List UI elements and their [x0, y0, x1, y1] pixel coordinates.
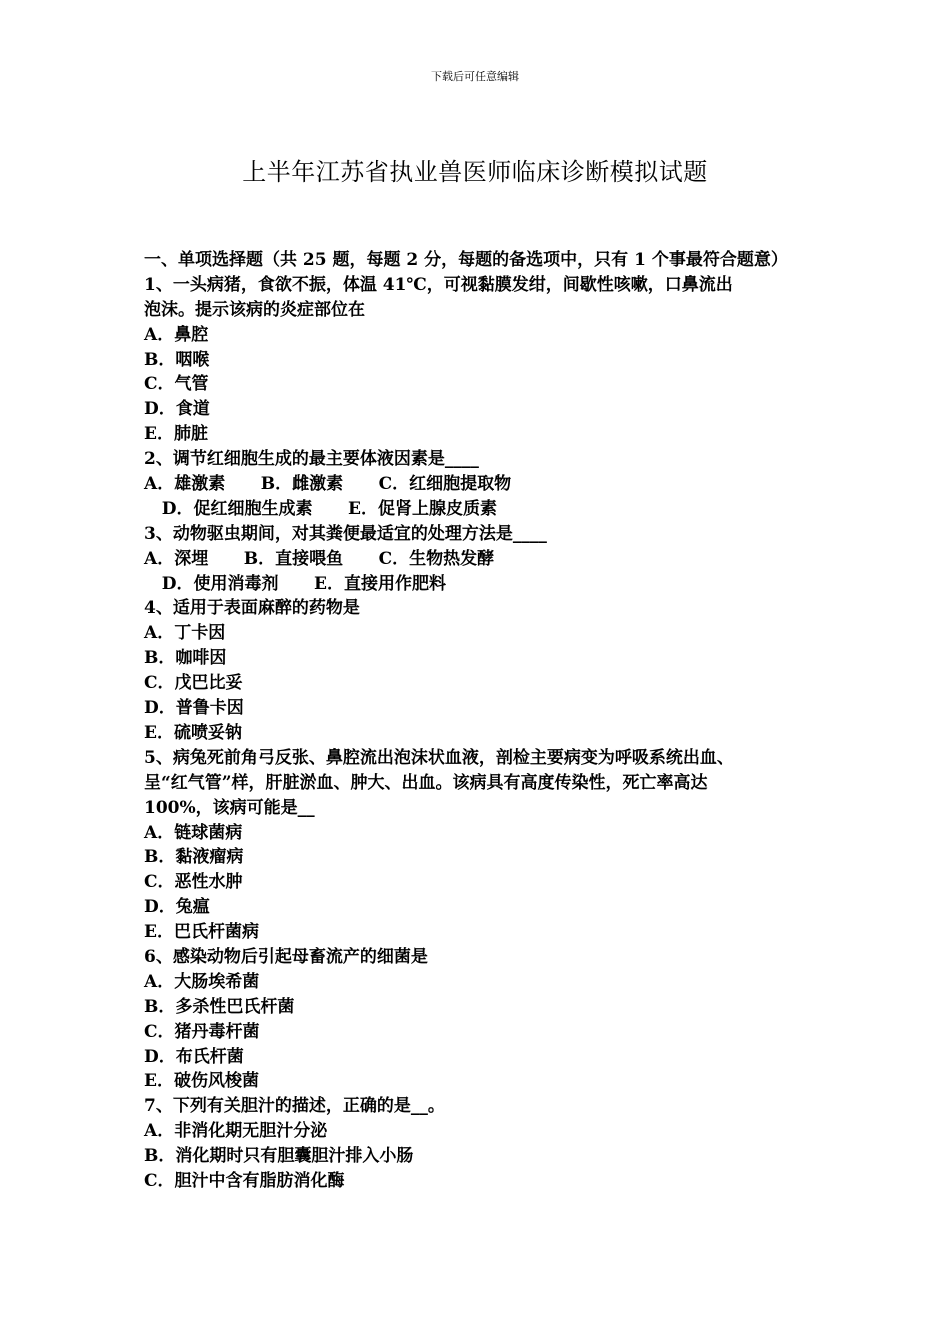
text-line: E．巴氏杆菌病	[144, 922, 259, 943]
text-line: 2、调节红细胞生成的最主要体液因素是____	[144, 449, 479, 470]
text-line: A．丁卡因	[144, 623, 226, 644]
text-line: 6、感染动物后引起母畜流产的细菌是	[144, 946, 428, 967]
text-line: B．咽喉	[144, 349, 210, 370]
document-title: 上半年江苏省执业兽医师临床诊断模拟试题	[242, 158, 708, 186]
text-line: A．链球菌病	[144, 822, 243, 843]
text-line: A．非消化期无胆汁分泌	[144, 1121, 328, 1142]
text-line: E．肺脏	[144, 424, 208, 445]
text-line: 呈“红气管”样，肝脏淤血、肿大、出血。该病具有高度传染性，死亡率高达	[144, 772, 708, 793]
text-line: 3、动物驱虫期间，对其粪便最适宜的处理方法是____	[144, 523, 547, 544]
text-line: E．硫喷妥钠	[144, 722, 242, 743]
text-line: C．胆汁中含有脂肪消化酶	[144, 1170, 345, 1191]
text-line: A．大肠埃希菌	[144, 971, 260, 992]
text-line: 100%，该病可能是__	[144, 797, 315, 818]
text-line: 4、适用于表面麻醉的药物是	[144, 598, 360, 619]
text-line: D．兔瘟	[144, 897, 210, 918]
text-line: C．猪丹毒杆菌	[144, 1021, 260, 1042]
text-line: D．促红细胞生成素 E．促肾上腺皮质素	[144, 498, 497, 519]
text-line: A．深埋 B．直接喂鱼 C．生物热发酵	[144, 548, 495, 569]
text-line: 7、下列有关胆汁的描述，正确的是__。	[144, 1096, 445, 1117]
section-heading: 一、单项选择题（共 25 题，每题 2 分，每题的备选项中，只有 1 个事最符合题意）	[144, 250, 788, 270]
document-body	[144, 248, 810, 1194]
text-line: D．使用消毒剂 E．直接用作肥料	[144, 573, 446, 594]
text-line: 泡沫。提示该病的炎症部位在	[144, 299, 365, 320]
text-line: B．消化期时只有胆囊胆汁排入小肠	[144, 1146, 414, 1167]
text-line: C．恶性水肿	[144, 872, 243, 893]
text-line: B．多杀性巴氏杆菌	[144, 996, 295, 1017]
text-line: 5、病兔死前角弓反张、鼻腔流出泡沫状血液，剖检主要病变为呼吸系统出血、	[144, 747, 734, 768]
text-line: 1、一头病猪，食欲不振，体温 41℃，可视黏膜发绀，间歇性咳嗽，口鼻流出	[144, 274, 733, 295]
text-line: C．戊巴比妥	[144, 673, 243, 694]
text-line: E．破伤风梭菌	[144, 1071, 259, 1092]
text-line: B．咖啡因	[144, 648, 227, 669]
page-header-note: 下载后可任意编辑	[431, 70, 519, 83]
text-line: D．食道	[144, 399, 210, 420]
text-line: A．鼻腔	[144, 324, 209, 345]
text-line: D．布氏杆菌	[144, 1046, 244, 1067]
text-line: C．气管	[144, 374, 209, 395]
text-line: D．普鲁卡因	[144, 698, 244, 719]
text-line: A．雄激素 B．雌激素 C．红细胞提取物	[144, 474, 512, 495]
text-line: B．黏液瘤病	[144, 847, 244, 868]
